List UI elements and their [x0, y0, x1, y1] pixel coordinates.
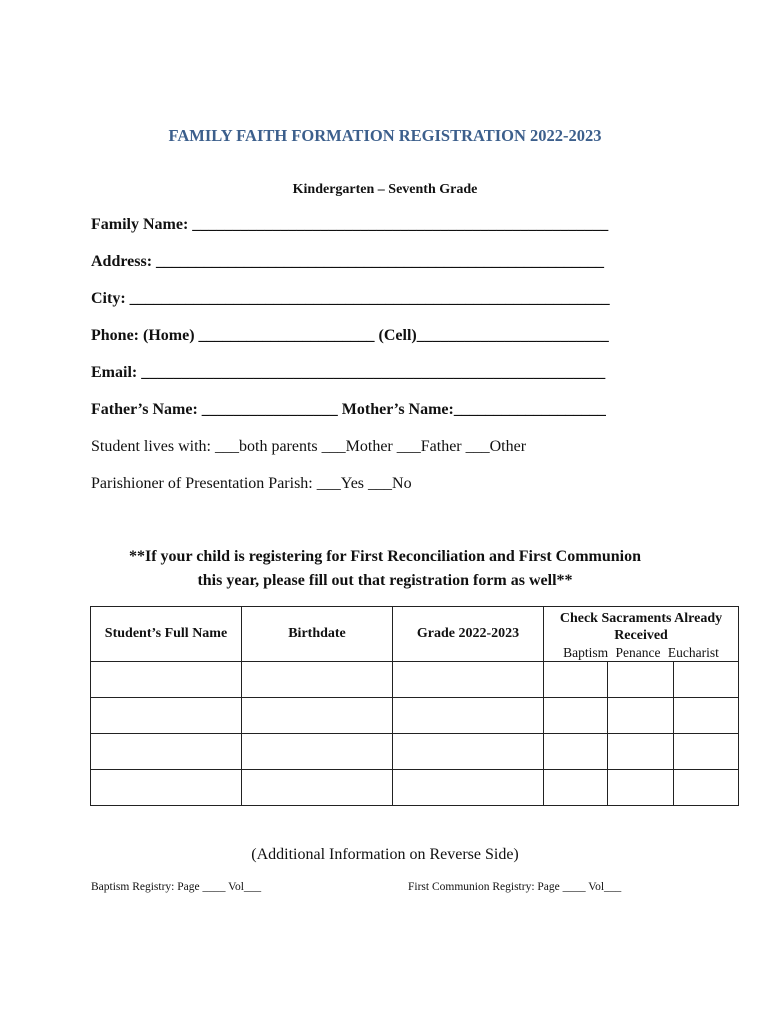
table-row: [91, 734, 739, 770]
header-birthdate: Birthdate: [242, 607, 393, 662]
subheader-baptism: Baptism: [563, 644, 609, 660]
cell-grade[interactable]: [393, 698, 544, 734]
cell-grade[interactable]: [393, 770, 544, 806]
cell-baptism-check[interactable]: [544, 698, 608, 734]
cell-baptism-check[interactable]: [544, 662, 608, 698]
email-field[interactable]: Email: __________________________________________________________: [91, 364, 606, 381]
parishioner-options[interactable]: Parishioner of Presentation Parish: ___Yes ___No: [91, 475, 412, 492]
subheader-penance: Penance: [615, 644, 661, 660]
cell-eucharist-check[interactable]: [674, 698, 739, 734]
cell-student-name[interactable]: [91, 698, 242, 734]
header-sacraments: [544, 607, 739, 662]
subheader-eucharist: Eucharist: [667, 644, 719, 660]
phone-field[interactable]: Phone: (Home) ______________________ (Cell)________________________: [91, 327, 609, 344]
city-field[interactable]: City: ____________________________________________________________: [91, 290, 610, 307]
family-name-field[interactable]: Family Name: ____________________________________________________: [91, 216, 609, 233]
table-row: [91, 770, 739, 806]
header-student-name: Student’s Full Name: [91, 607, 242, 662]
cell-grade[interactable]: [393, 662, 544, 698]
header-sacraments-title: [544, 608, 738, 644]
table-header-row: [91, 607, 739, 662]
header-sacraments-line-1: Check Sacraments Already: [559, 610, 723, 626]
sacrament-subheaders: [544, 644, 738, 661]
header-grade: Grade 2022-2023: [393, 607, 544, 662]
cell-birthdate[interactable]: [242, 698, 393, 734]
cell-eucharist-check[interactable]: [674, 734, 739, 770]
cell-eucharist-check[interactable]: [674, 770, 739, 806]
table-row: [91, 698, 739, 734]
parents-names-field[interactable]: Father’s Name: _________________ Mother’s Name:___________________: [91, 401, 606, 418]
cell-penance-check[interactable]: [608, 734, 674, 770]
cell-penance-check[interactable]: [608, 770, 674, 806]
cell-grade[interactable]: [393, 734, 544, 770]
baptism-registry-line: Baptism Registry: Page ____ Vol___: [91, 881, 262, 893]
cell-student-name[interactable]: [91, 770, 242, 806]
form-title: FAMILY FAITH FORMATION REGISTRATION 2022-2023: [168, 126, 602, 145]
header-sacraments-line-2: Received: [614, 627, 668, 643]
student-registration-table: [90, 606, 739, 806]
cell-student-name[interactable]: [91, 662, 242, 698]
table-row: [91, 662, 739, 698]
cell-penance-check[interactable]: [608, 662, 674, 698]
cell-birthdate[interactable]: [242, 734, 393, 770]
cell-eucharist-check[interactable]: [674, 662, 739, 698]
cell-penance-check[interactable]: [608, 698, 674, 734]
cell-baptism-check[interactable]: [544, 734, 608, 770]
communion-registry-line: First Communion Registry: Page ____ Vol___: [408, 881, 622, 893]
form-subtitle: Kindergarten – Seventh Grade: [292, 182, 478, 197]
cell-birthdate[interactable]: [242, 770, 393, 806]
lives-with-options[interactable]: Student lives with: ___both parents ___Mother ___Father ___Other: [91, 438, 527, 455]
cell-student-name[interactable]: [91, 734, 242, 770]
sacrament-note-line-1: **If your child is registering for First Reconciliation and First Communion: [129, 548, 641, 565]
sacrament-note-line-2: this year, please fill out that registration form as well**: [197, 572, 573, 589]
cell-birthdate[interactable]: [242, 662, 393, 698]
cell-baptism-check[interactable]: [544, 770, 608, 806]
address-field[interactable]: Address: ________________________________________________________: [91, 253, 605, 270]
reverse-side-note: (Additional Information on Reverse Side): [251, 846, 519, 863]
